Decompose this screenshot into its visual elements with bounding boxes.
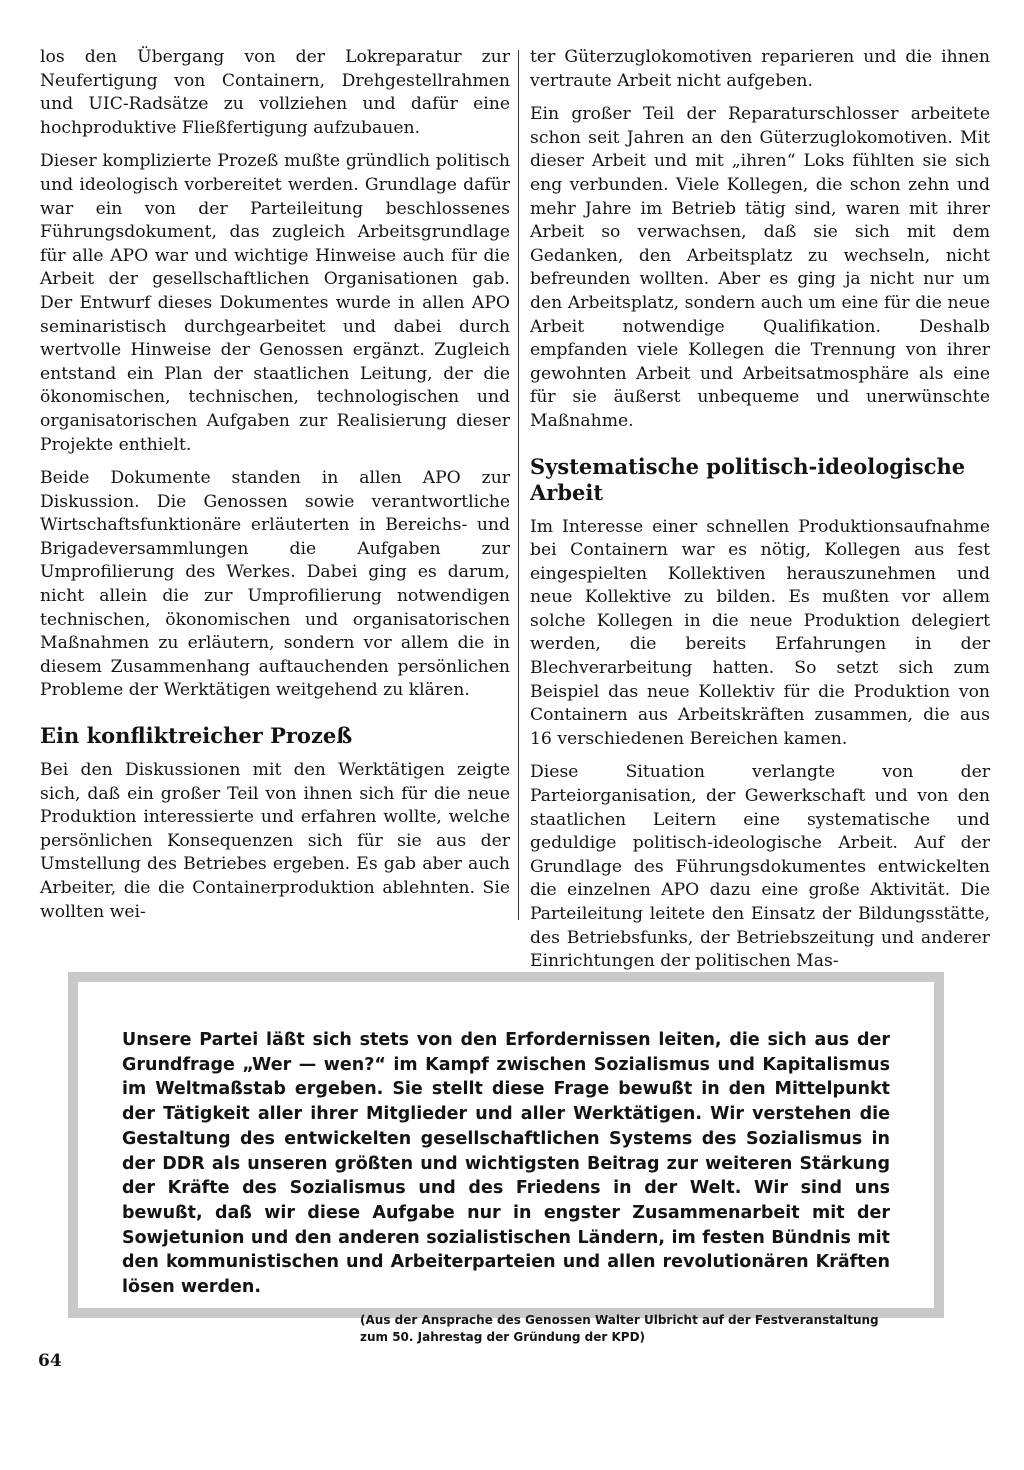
section-heading: Ein konfliktreicher Prozeß	[40, 723, 353, 749]
section-heading: Systematische politisch-ideologische Arbeit	[530, 453, 966, 505]
quote-source: (Aus der Ansprache des Genossen Walter Ulbricht auf der Festveranstaltung zum 50. Jahrestag der Gründung der KPD)	[360, 1312, 879, 1344]
right-column	[530, 46, 990, 974]
left-column	[40, 46, 510, 924]
paragraph: los den Übergang von der Lokreparatur zur Neufertigung von Containern, Drehgestellrahmen und UIC-Radsätze zu vollziehen und dafür eine hochproduktive Fließfertigung aufzubauen.	[40, 47, 510, 138]
paragraph: Im Interesse einer schnellen Produktionsaufnahme bei Containern war es nötig, Kollegen aus fest eingespielten Kollektiven herauszunehmen und neue Kollektive zu bilden. Es mußten vor allem solche Kollegen in die neue Produktion delegiert werden, die bereits Erfahrungen in der Blechverarbeitung hatten. So setzt sich zum Beispiel das neue Kollektiv für die Produktion von Containern aus Arbeitskräften zusammen, die aus 16 verschiedenen Bereichen kamen.	[530, 516, 990, 749]
quote-box-inner	[78, 982, 934, 1344]
quote-box	[68, 972, 944, 1344]
paragraph: Ein großer Teil der Reparaturschlosser arbeitete schon seit Jahren an den Güterzuglokomotiven. Mit dieser Arbeit und mit „ihren“ Loks fühlten sie sich eng verbunden. Viele Kollegen, die schon zehn und mehr Jahre im Betrieb tätig sind, waren mit ihrer Arbeit so verwachsen, daß sie sich mit dem Gedanken, den Arbeitsplatz zu wechseln, nicht befreunden wollten. Aber es ging ja nicht nur um den Arbeitsplatz, sondern auch um eine für die neue Arbeit notwendige Qualifikation. Deshalb empfanden viele Kollegen die Trennung von ihrer gewohnten Arbeit und Arbeitsatmosphäre als eine für sie äußerst unbequeme und unerwünschte Maßnahme.	[530, 104, 990, 431]
quote-text: Unsere Partei läßt sich stets von den Erfordernissen leiten, die sich aus der Grundfrage „Wer — wen?“ im Kampf zwischen Sozialismus und Kapitalismus im Weltmaßstab ergeben. Sie stellt diese Frage bewußt in den Mittelpunkt der Tätigkeit aller ihrer Mitglieder und aller Werktätigen. Wir verstehen die Gestaltung des entwickelten gesellschaftlichen Systems des Sozialismus in der DDR als unseren größten und wichtigsten Beitrag zur weiteren Stärkung der Kräfte des Sozialismus und des Friedens in der Welt. Wir sind uns bewußt, daß wir diese Aufgabe nur in engster Zusammenarbeit mit der Sowjetunion und den anderen sozialistischen Ländern, im festen Bündnis mit den kommunistischen und Arbeiterparteien und allen revolutionären Kräften lösen werden.	[122, 1030, 890, 1298]
page-number: 64	[38, 1351, 62, 1371]
paragraph: Bei den Diskussionen mit den Werktätigen zeigte sich, daß ein großer Teil von ihnen sich für die neue Produktion interessierte und erfahren wollte, welche persönlichen Konsequenzen sich für sie aus der Umstellung des Betriebes ergeben. Es gab aber auch Arbeiter, die die Containerproduktion ablehnten. Sie wollten wei-	[40, 760, 510, 922]
paragraph: Dieser komplizierte Prozeß mußte gründlich politisch und ideologisch vorbereitet werden. Grundlage dafür war ein von der Parteileitung beschlossenes Führungsdokument, das zugleich Arbeitsgrundlage für alle APO war und wichtige Hinweise auch für die Arbeit der gesellschaftlichen Organisationen gab. Der Entwurf dieses Dokumentes wurde in allen APO seminaristisch durchgearbeitet und dabei durch wertvolle Hinweise der Genossen ergänzt. Zugleich entstand ein Plan der staatlichen Leitung, der die ökonomischen, technischen, technologischen und organisatorischen Aufgaben zur Realisierung dieser Projekte enthielt.	[40, 151, 510, 455]
paragraph: ter Güterzuglokomotiven reparieren und die ihnen vertraute Arbeit nicht aufgeben.	[530, 47, 990, 91]
column-divider	[518, 50, 519, 920]
paragraph: Beide Dokumente standen in allen APO zur Diskussion. Die Genossen sowie verantwortliche Wirtschaftsfunktionäre erläuterten in Bereichs- und Brigadeversammlungen die Aufgaben zur Umprofilierung des Werkes. Dabei ging es darum, nicht allein die zur Umprofilierung notwendigen technischen, ökonomischen und organisatorischen Maßnahmen zu erläutern, sondern vor allem die in diesem Zusammenhang auftauchenden persönlichen Probleme der Werktätigen weitgehend zu klären.	[40, 468, 510, 701]
paragraph: Diese Situation verlangte von der Parteiorganisation, der Gewerkschaft und von den staatlichen Leitern eine systematische und geduldige politisch-ideologische Arbeit. Auf der Grundlage des Führungsdokumentes entwickelten die einzelnen APO dazu eine große Aktivität. Die Parteileitung leitete den Einsatz der Bildungsstätte, des Betriebsfunks, der Betriebszeitung und anderer Einrichtungen der politischen Mas-	[530, 762, 990, 972]
